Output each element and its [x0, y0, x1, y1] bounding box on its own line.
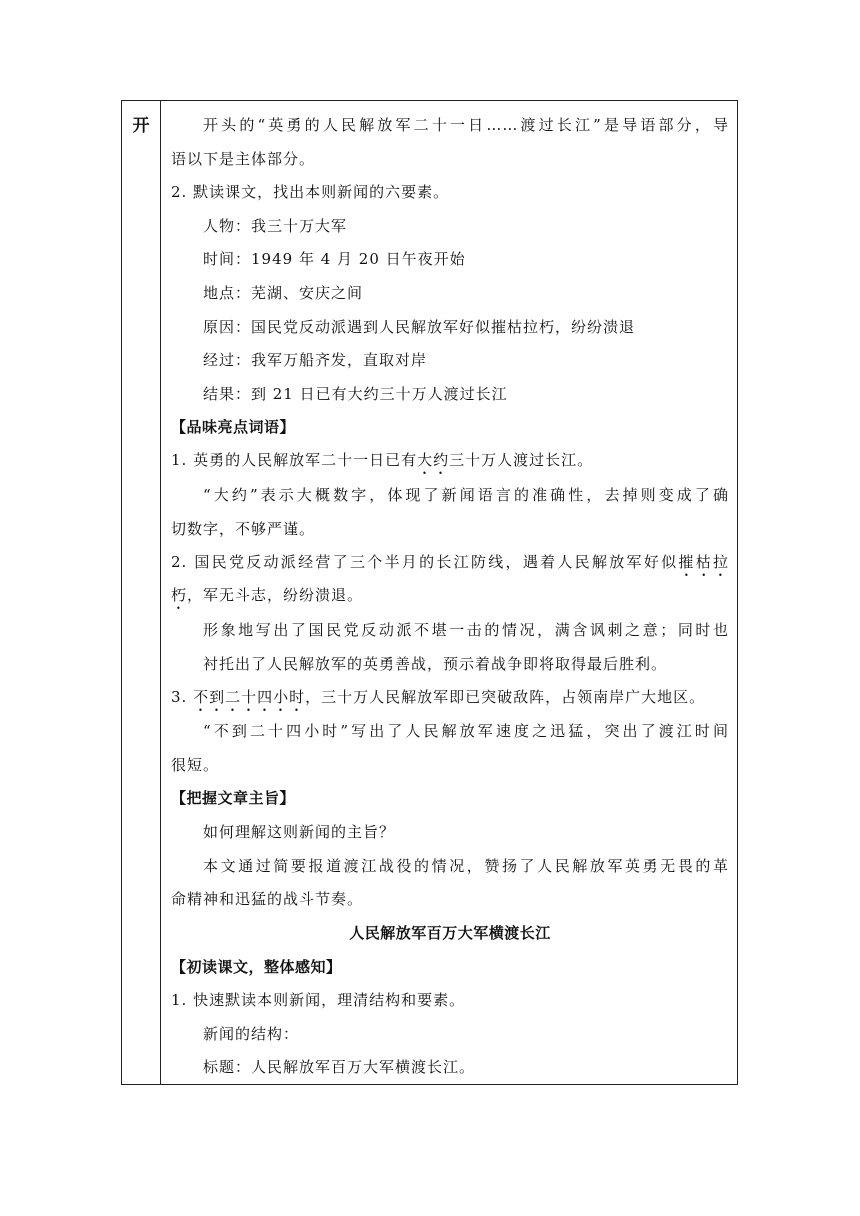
- quote-line: [171, 450, 729, 478]
- emphasized-word: 不到二十四小时: [193, 688, 306, 706]
- quote-text: ，三十万人民解放军即已突破敌阵，占领南岸广大地区。: [305, 688, 706, 706]
- section-heading: 【初读课文，整体感知】: [171, 958, 342, 976]
- quote-text: 2. 国民党反动派经营了三个半月的长江防线，遇着人民解放军好似: [171, 553, 679, 571]
- emphasized-word: 朽: [171, 586, 188, 604]
- quote-line: [171, 585, 729, 613]
- text-line: “不到二十四小时”写出了人民解放军速度之迅猛，突出了渡江时间: [203, 722, 729, 740]
- element-cause: 原因：国民党反动派遇到人民解放军好似摧枯拉朽，纷纷溃退: [203, 318, 636, 336]
- element-result: 结果：到 21 日已有大约三十万人渡过长江: [203, 385, 508, 403]
- quote-text: 3.: [171, 688, 194, 706]
- text-line: 语以下是主体部分。: [171, 150, 316, 168]
- section-heading: 【品味亮点词语】: [171, 418, 296, 436]
- text-line: “大约”表示大概数字，体现了新闻语言的准确性，去掉则变成了确: [203, 486, 729, 504]
- side-column-label: 开: [132, 116, 150, 136]
- text-line: 命精神和迅猛的战斗节奏。: [171, 890, 364, 908]
- quote-line: [171, 687, 729, 715]
- quote-text: ，军无斗志，纷纷溃退。: [187, 586, 364, 604]
- element-process: 经过：我军万船齐发，直取对岸: [203, 351, 428, 369]
- text-line: 2. 默读课文，找出本则新闻的六要素。: [171, 183, 450, 201]
- column-divider: [160, 101, 161, 1084]
- quote-text: 1. 英勇的人民解放军二十一日已有: [171, 451, 418, 469]
- emphasized-word: 大约: [417, 451, 450, 469]
- quote-text: 三十万人渡过长江。: [449, 451, 594, 469]
- emphasized-word: 摧枯拉: [678, 553, 729, 571]
- text-line: 开头的“英勇的人民解放军二十一日……渡过长江”是导语部分，导: [203, 116, 729, 134]
- article-title: 人民解放军百万大军横渡长江: [349, 924, 551, 942]
- text-line: 切数字，不够严谨。: [171, 520, 316, 538]
- text-line: 形象地写出了国民党反动派不堪一击的情况，满含讽刺之意；同时也: [203, 621, 729, 639]
- text-line: 很短。: [171, 756, 220, 774]
- lesson-table: [121, 100, 738, 1085]
- lesson-content: [171, 101, 729, 1084]
- element-people: 人物：我三十万大军: [203, 217, 348, 235]
- text-line: 1. 快速默读本则新闻，理清结构和要素。: [171, 991, 466, 1009]
- quote-line: [171, 552, 729, 580]
- text-line: 新闻的结构：: [203, 1025, 300, 1043]
- section-heading: 【把握文章主旨】: [171, 789, 296, 807]
- text-line: 本文通过简要报道渡江战役的情况，赞扬了人民解放军英勇无畏的革: [203, 857, 729, 875]
- element-time: 时间：1949 年 4 月 20 日午夜开始: [203, 250, 466, 268]
- text-line: 标题：人民解放军百万大军横渡长江。: [203, 1058, 476, 1076]
- element-place: 地点：芜湖、安庆之间: [203, 284, 364, 302]
- text-line: 衬托出了人民解放军的英勇善战，预示着战争即将取得最后胜利。: [203, 655, 668, 673]
- text-line: 如何理解这则新闻的主旨？: [203, 823, 396, 841]
